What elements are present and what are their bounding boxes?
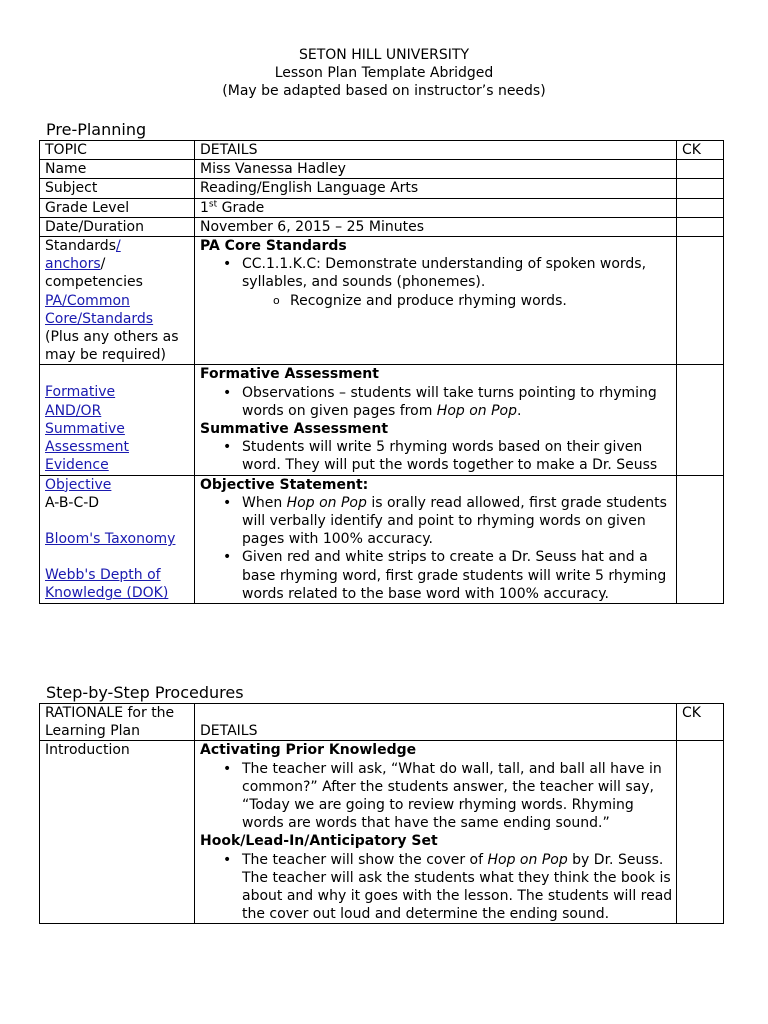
standards-text: Standards <box>45 238 116 255</box>
grade-number: 1 <box>200 199 209 216</box>
row-label-subject: Subject <box>40 179 195 198</box>
row-label-grade: Grade Level <box>40 198 195 217</box>
objective-label <box>40 475 195 603</box>
standards-sublist <box>242 292 676 310</box>
assessment-details <box>195 365 677 475</box>
row-value-subject: Reading/English Language Arts <box>195 179 677 198</box>
col-ck: CK <box>677 704 724 741</box>
standards-list <box>200 255 676 310</box>
objective-list <box>200 494 676 603</box>
row-value-name: Miss Vanessa Hadley <box>195 160 677 179</box>
summative-heading: Summative Assessment <box>200 421 389 438</box>
table-row <box>40 741 724 924</box>
ck-cell <box>677 237 724 365</box>
ck-cell <box>677 179 724 198</box>
list-item: • The teacher will show the cover of Hop on Pop by Dr. Seuss. The teacher will ask the students what they think the book is about and why it goes with the lesson. The students will read the cover out loud and determine the ending sound. <box>242 851 676 924</box>
table-row <box>40 179 724 198</box>
standards-heading: PA Core Standards <box>200 238 347 255</box>
template-note: (May be adapted based on instructor’s needs) <box>222 83 546 99</box>
formative-heading: Formative Assessment <box>200 366 379 383</box>
standards-details <box>195 237 677 365</box>
grade-word: Grade <box>217 199 265 216</box>
col-topic: TOPIC <box>40 141 195 160</box>
table-row <box>40 217 724 236</box>
list-item: • Given red and white strips to create a Dr. Seuss hat and a base rhyming word, first grade students will write 5 rhyming words related to the base word with 100% accuracy. <box>242 548 676 603</box>
row-label-name: Name <box>40 160 195 179</box>
book-title: Hop on Pop <box>286 494 367 511</box>
webbs-dok-link[interactable]: Webb's Depth of Knowledge (DOK) <box>45 567 169 602</box>
ck-cell <box>677 198 724 217</box>
col-rationale: RATIONALE for the Learning Plan <box>40 704 195 741</box>
row-value-grade <box>195 198 677 217</box>
table-header-row <box>40 141 724 160</box>
list-item: • CC.1.1.K.C: Demonstrate understanding of spoken words, syllables, and sounds (phonemes). o Recognize and produce rhyming words. <box>242 255 676 310</box>
hook-list <box>200 851 676 924</box>
book-title: Hop on Pop <box>487 851 568 868</box>
ck-cell <box>677 741 724 924</box>
list-item: • Observations – students will take turns pointing to rhyming words on given pages from Hop on Pop. <box>242 384 676 420</box>
row-label-date: Date/Duration <box>40 217 195 236</box>
procedures-title: Step-by-Step Procedures <box>46 683 244 702</box>
university-name: SETON HILL UNIVERSITY <box>298 47 470 63</box>
intro-details <box>195 741 677 924</box>
objective-heading: Objective Statement: <box>200 476 369 493</box>
assessment-label <box>40 365 195 475</box>
preplanning-table <box>39 140 724 604</box>
col-ck: CK <box>677 141 724 160</box>
grade-suffix: st <box>208 198 218 209</box>
intro-label: Introduction <box>40 741 195 924</box>
objective-link[interactable]: Objective <box>45 476 112 493</box>
list-item: • The teacher will ask, “What do wall, tall, and ball all have in common?” After the students answer, the teacher will say, “Today we are going to review rhyming words. Rhyming words are words that have the same ending sound.” <box>242 760 676 833</box>
list-item: • Students will write 5 rhyming words based on their given word. They will put the words together to make a Dr. Seuss <box>242 438 676 474</box>
hook-heading: Hook/Lead-In/Anticipatory Set <box>200 833 438 850</box>
apk-heading: Activating Prior Knowledge <box>200 742 417 759</box>
col-details: DETAILS <box>195 704 677 741</box>
summative-list <box>200 438 676 474</box>
book-title: Hop on Pop <box>436 402 518 419</box>
assessment-evidence-link[interactable]: Formative AND/OR Summative Assessment Evidence <box>45 384 129 474</box>
abcd-text: A-B-C-D <box>45 494 100 511</box>
preplanning-title: Pre-Planning <box>46 120 147 139</box>
ck-cell <box>677 475 724 603</box>
row-value-date: November 6, 2015 – 25 Minutes <box>195 217 677 236</box>
ck-cell <box>677 365 724 475</box>
competencies-text: competencies <box>45 274 143 291</box>
pa-common-core-link[interactable]: PA/Common Core/Standards <box>45 292 154 327</box>
table-row <box>40 160 724 179</box>
ck-cell <box>677 160 724 179</box>
apk-list <box>200 760 676 833</box>
procedures-table <box>39 703 724 924</box>
objective-details <box>195 475 677 603</box>
formative-list <box>200 384 676 420</box>
table-header-row <box>40 704 724 741</box>
list-item: • When Hop on Pop is orally read allowed, first grade students will verbally identify and point to rhyming words on given pages with 100% accuracy. <box>242 494 676 549</box>
table-row <box>40 198 724 217</box>
list-item: o Recognize and produce rhyming words. <box>290 292 676 310</box>
document-header <box>0 46 768 100</box>
col-details: DETAILS <box>195 141 677 160</box>
standards-note: (Plus any others as may be required) <box>45 329 179 364</box>
blooms-taxonomy-link[interactable]: Bloom's Taxonomy <box>45 531 176 548</box>
standards-anchors-link[interactable]: / anchors <box>45 238 121 273</box>
table-row <box>40 475 724 603</box>
table-row <box>40 237 724 365</box>
standards-label: Standards/ anchors/ competencies PA/Common Core/Standards (Plus any others as may be required) <box>40 237 195 365</box>
template-title: Lesson Plan Template Abridged <box>274 65 494 81</box>
table-row <box>40 365 724 475</box>
ck-cell <box>677 217 724 236</box>
